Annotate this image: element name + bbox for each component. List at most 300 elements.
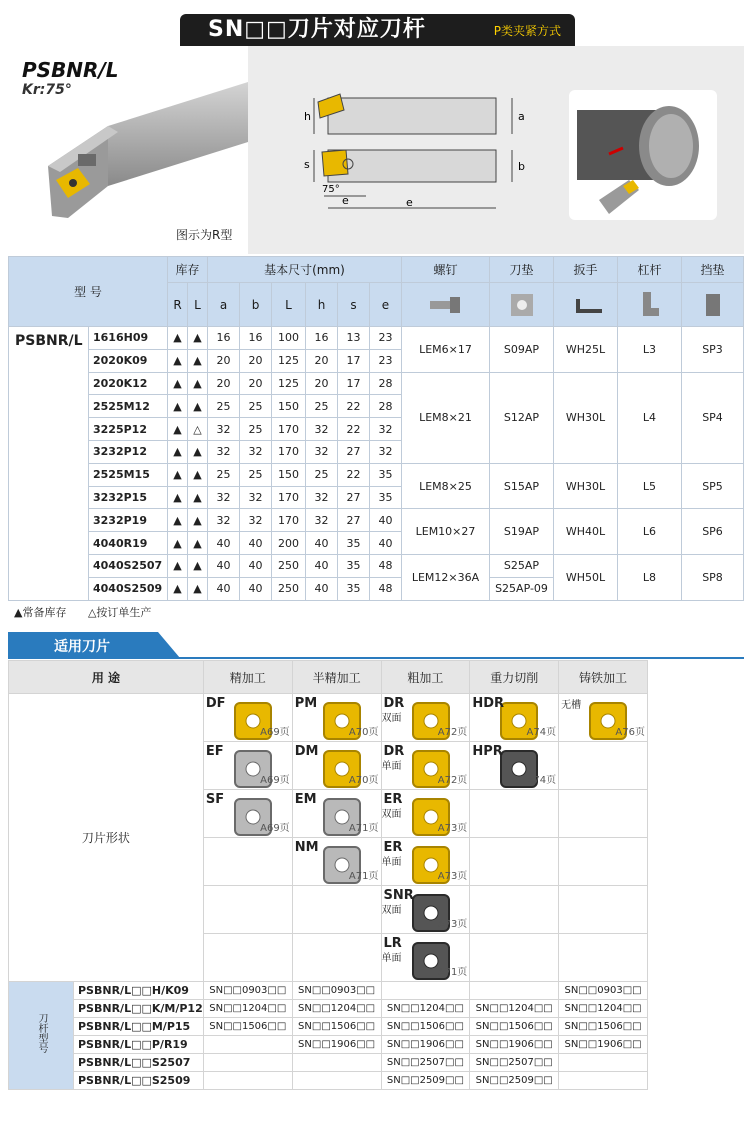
model-code: 2020K09 <box>89 349 168 372</box>
spec-cell: 32 <box>370 440 402 463</box>
col-dims: 基本尺寸(mm) <box>208 257 402 283</box>
spec-row <box>9 554 744 577</box>
insert-code: DR <box>383 744 405 759</box>
spec-cell: 32 <box>306 509 338 532</box>
holder-name: PSBNR/L□□P/R19 <box>74 1036 204 1054</box>
col-semifinish: 半精加工 <box>292 661 381 694</box>
insert-size <box>559 1054 648 1072</box>
spec-cell: 35 <box>370 486 402 509</box>
insert-sided: 双面 <box>381 713 402 724</box>
spec-cell: 40 <box>240 554 272 577</box>
insert-cell <box>470 742 559 790</box>
spec-table <box>8 256 744 601</box>
spec-cell: ▲ <box>168 327 188 350</box>
spec-cell: ▲ <box>168 349 188 372</box>
spec-cell: 25 <box>240 463 272 486</box>
insert-cell <box>559 886 648 934</box>
spec-cell: 125 <box>272 372 306 395</box>
insert-cell <box>203 790 292 838</box>
insert-code: PM <box>294 696 318 711</box>
insert-cell <box>292 934 381 982</box>
spec-cell: 22 <box>338 418 370 441</box>
shim-value: S19AP <box>490 509 554 555</box>
insert-cell <box>470 886 559 934</box>
holder-row <box>9 982 648 1000</box>
insert-cell <box>381 934 470 982</box>
insert-size: SN□□1506□□ <box>559 1018 648 1036</box>
insert-code: SF <box>205 792 225 807</box>
insert-shape-row <box>9 694 648 742</box>
insert-size <box>470 982 559 1000</box>
spec-cell: 27 <box>338 440 370 463</box>
screw-value: LEM8×21 <box>402 372 490 463</box>
spec-cell: 20 <box>240 372 272 395</box>
clamp-type-label: P类夹紧方式 <box>493 24 561 38</box>
spec-cell: △ <box>188 418 208 441</box>
wrench-value: WH30L <box>554 372 618 463</box>
spec-cell: 17 <box>338 349 370 372</box>
inserts-title-text: 适用刀片 <box>54 639 110 655</box>
page-ref[interactable]: A71页 <box>348 823 379 834</box>
model-group: PSBNR/L <box>9 327 89 601</box>
spec-cell: ▲ <box>188 372 208 395</box>
spec-cell: 20 <box>306 372 338 395</box>
stop-value: SP5 <box>682 463 744 509</box>
spec-cell: 25 <box>240 395 272 418</box>
page-ref[interactable]: A73页 <box>437 871 468 882</box>
insert-cell <box>292 742 381 790</box>
insert-cell <box>292 790 381 838</box>
shim-value-alt: S25AP-09 <box>490 577 554 600</box>
spec-cell: 28 <box>370 372 402 395</box>
spec-cell: 48 <box>370 554 402 577</box>
insert-size <box>292 1072 381 1090</box>
spec-cell: 250 <box>272 554 306 577</box>
spec-cell: 23 <box>370 349 402 372</box>
spec-cell: 150 <box>272 463 306 486</box>
model-code: 1616H09 <box>89 327 168 350</box>
insert-size: SN□□0903□□ <box>559 982 648 1000</box>
spec-cell: 32 <box>240 440 272 463</box>
lever-value: L8 <box>618 554 682 600</box>
approach-angle: Kr:75° <box>22 82 72 98</box>
holder-product-image <box>8 46 248 254</box>
spec-cell: 200 <box>272 532 306 555</box>
insert-cell <box>470 934 559 982</box>
spec-cell: 40 <box>240 577 272 600</box>
screw-value: LEM12×36A <box>402 554 490 600</box>
stop-value: SP8 <box>682 554 744 600</box>
page-ref[interactable]: A69页 <box>260 775 290 786</box>
col-castiron: 铸铁加工 <box>559 661 648 694</box>
spec-cell: ▲ <box>168 418 188 441</box>
insert-size: SN□□1906□□ <box>381 1036 470 1054</box>
insert-size: SN□□2509□□ <box>470 1072 559 1090</box>
page-ref[interactable]: A74页 <box>526 775 557 786</box>
insert-code: EF <box>205 744 224 759</box>
insert-size: SN□□1506□□ <box>470 1018 559 1036</box>
insert-code: 无槽 <box>561 700 582 711</box>
insert-sided: 双面 <box>381 809 402 820</box>
insert-code: SNR <box>383 888 414 903</box>
insert-cell <box>381 694 470 742</box>
insert-code: DF <box>205 696 226 711</box>
col-heavy: 重力切削 <box>470 661 559 694</box>
spec-cell: 48 <box>370 577 402 600</box>
spec-cell: 22 <box>338 463 370 486</box>
spec-cell: 40 <box>370 532 402 555</box>
legend-order: △按订单生产 <box>87 606 152 619</box>
insert-cell <box>203 886 292 934</box>
spec-cell: 16 <box>208 327 240 350</box>
wrench-icon <box>554 283 618 327</box>
title-bar <box>180 14 575 46</box>
sub-b: b <box>240 283 272 327</box>
col-rough: 粗加工 <box>381 661 470 694</box>
insert-size: SN□□0903□□ <box>292 982 381 1000</box>
insert-size <box>381 982 470 1000</box>
spec-row <box>9 463 744 486</box>
page-ref[interactable]: A72页 <box>437 727 468 738</box>
spec-cell: 27 <box>338 486 370 509</box>
machining-photo <box>569 90 717 220</box>
spec-cell: 40 <box>306 554 338 577</box>
insert-cell <box>381 790 470 838</box>
spec-cell: 17 <box>338 372 370 395</box>
spec-cell: 40 <box>208 554 240 577</box>
insert-size: SN□□1906□□ <box>470 1036 559 1054</box>
spec-cell: 40 <box>208 532 240 555</box>
insert-size: SN□□2507□□ <box>381 1054 470 1072</box>
spec-cell: 40 <box>306 532 338 555</box>
page-ref[interactable]: A71页 <box>437 967 468 978</box>
holder-illustration-panel <box>8 46 744 254</box>
spec-cell: 25 <box>208 463 240 486</box>
insert-size: SN□□1906□□ <box>559 1036 648 1054</box>
model-code: 2525M15 <box>89 463 168 486</box>
dim-angle: 75° <box>322 184 340 195</box>
holder-row <box>9 1018 648 1036</box>
insert-size: SN□□1204□□ <box>203 1000 292 1018</box>
model-code: 3232P15 <box>89 486 168 509</box>
section-divider <box>8 657 744 659</box>
spec-cell: 32 <box>240 486 272 509</box>
spec-cell: ▲ <box>188 509 208 532</box>
spec-cell: 20 <box>208 349 240 372</box>
insert-size <box>203 1036 292 1054</box>
holder-row <box>9 1072 648 1090</box>
holder-name: PSBNR/L□□S2507 <box>74 1054 204 1072</box>
spec-cell: ▲ <box>188 349 208 372</box>
insert-cell <box>203 838 292 886</box>
insert-code: HPR <box>472 744 503 759</box>
sub-e: e <box>370 283 402 327</box>
insert-size <box>559 1072 648 1090</box>
sub-len: L <box>272 283 306 327</box>
spec-cell: 28 <box>370 395 402 418</box>
spec-cell: 40 <box>306 577 338 600</box>
toolholder-3d-image <box>8 46 248 254</box>
sub-h: h <box>306 283 338 327</box>
spec-cell: ▲ <box>188 486 208 509</box>
spec-cell: 35 <box>370 463 402 486</box>
legend-stock: ▲常备库存 <box>14 606 67 619</box>
model-code: 2525M12 <box>89 395 168 418</box>
col-stock: 库存 <box>168 257 208 283</box>
spec-cell: 23 <box>370 327 402 350</box>
spec-row <box>9 509 744 532</box>
spec-cell: ▲ <box>168 577 188 600</box>
stop-value: SP4 <box>682 372 744 463</box>
insert-cell <box>559 694 648 742</box>
spec-cell: 32 <box>306 418 338 441</box>
insert-code: LR <box>383 936 402 951</box>
holder-model: PSBNR/L <box>22 58 119 82</box>
spec-cell: ▲ <box>168 509 188 532</box>
insert-code: ER <box>383 792 403 807</box>
insert-cell <box>559 790 648 838</box>
spec-cell: 32 <box>208 486 240 509</box>
model-code: 3232P19 <box>89 509 168 532</box>
page-ref[interactable]: A71页 <box>348 871 379 882</box>
spec-cell: ▲ <box>188 327 208 350</box>
spec-cell: 40 <box>208 577 240 600</box>
spec-cell: 170 <box>272 509 306 532</box>
screw-value: LEM10×27 <box>402 509 490 555</box>
insert-size: SN□□2509□□ <box>381 1072 470 1090</box>
insert-cell <box>559 742 648 790</box>
spec-cell: 27 <box>338 509 370 532</box>
insert-sided: 单面 <box>381 857 402 868</box>
page-ref[interactable]: A72页 <box>437 775 468 786</box>
insert-table <box>8 660 648 1090</box>
insert-cell <box>203 934 292 982</box>
spec-cell: ▲ <box>168 395 188 418</box>
spec-row <box>9 372 744 395</box>
insert-size: SN□□2507□□ <box>470 1054 559 1072</box>
wrench-value: WH25L <box>554 327 618 373</box>
insert-size: SN□□1204□□ <box>381 1000 470 1018</box>
spec-cell: 16 <box>240 327 272 350</box>
model-code: 2020K12 <box>89 372 168 395</box>
screw-value: LEM6×17 <box>402 327 490 373</box>
insert-size: SN□□1506□□ <box>203 1018 292 1036</box>
screw-icon <box>402 283 490 327</box>
spec-cell: 13 <box>338 327 370 350</box>
insert-code: DM <box>294 744 319 759</box>
insert-size: SN□□1506□□ <box>381 1018 470 1036</box>
spec-cell: ▲ <box>168 440 188 463</box>
col-shim: 刀垫 <box>490 257 554 283</box>
page-ref[interactable]: A70页 <box>348 775 379 786</box>
insert-size: SN□□1204□□ <box>292 1000 381 1018</box>
shim-value: S09AP <box>490 327 554 373</box>
holder-name: PSBNR/L□□S2509 <box>74 1072 204 1090</box>
spec-cell: 20 <box>240 349 272 372</box>
wrench-value: WH50L <box>554 554 618 600</box>
insert-size <box>292 1054 381 1072</box>
insert-cell <box>203 694 292 742</box>
insert-cell <box>292 838 381 886</box>
insert-size: SN□□1506□□ <box>292 1018 381 1036</box>
holder-label-text: 刀杆型号 <box>36 1012 47 1053</box>
spec-cell: 32 <box>208 440 240 463</box>
spec-cell: ▲ <box>168 486 188 509</box>
spec-cell: 40 <box>370 509 402 532</box>
spec-cell: 40 <box>240 532 272 555</box>
screw-value: LEM8×25 <box>402 463 490 509</box>
insert-size: SN□□1204□□ <box>559 1000 648 1018</box>
spec-cell: 32 <box>370 418 402 441</box>
spec-cell: 35 <box>338 554 370 577</box>
insert-size: SN□□0903□□ <box>203 982 292 1000</box>
col-stop: 挡垫 <box>682 257 744 283</box>
spec-cell: 170 <box>272 418 306 441</box>
stop-value: SP6 <box>682 509 744 555</box>
shim-value: S15AP <box>490 463 554 509</box>
sub-s: s <box>338 283 370 327</box>
page-ref[interactable]: A73页 <box>437 823 468 834</box>
wrench-value: WH30L <box>554 463 618 509</box>
insert-cell <box>470 838 559 886</box>
dim-h: h <box>304 110 311 123</box>
col-wrench: 扳手 <box>554 257 618 283</box>
insert-code: NM <box>294 840 319 855</box>
page-ref[interactable]: A70页 <box>348 727 379 738</box>
spec-cell: ▲ <box>168 532 188 555</box>
stop-value: SP3 <box>682 327 744 373</box>
wrench-value: WH40L <box>554 509 618 555</box>
insert-code: DR <box>383 696 405 711</box>
spec-cell: 100 <box>272 327 306 350</box>
spec-cell: ▲ <box>168 554 188 577</box>
page-ref[interactable]: A69页 <box>260 823 290 834</box>
spec-cell: 25 <box>306 463 338 486</box>
dim-b: b <box>518 160 525 173</box>
inserts-section-title <box>8 632 180 658</box>
spec-cell: 22 <box>338 395 370 418</box>
spec-cell: 150 <box>272 395 306 418</box>
dim-s: s <box>304 158 310 171</box>
insert-sided: 单面 <box>381 953 402 964</box>
spec-cell: 35 <box>338 577 370 600</box>
holder-type-label <box>9 982 74 1090</box>
page-ref[interactable]: A69页 <box>260 727 290 738</box>
insert-size: SN□□1204□□ <box>470 1000 559 1018</box>
spec-cell: 32 <box>240 509 272 532</box>
spec-cell: 32 <box>306 486 338 509</box>
holder-row <box>9 1036 648 1054</box>
spec-cell: ▲ <box>188 440 208 463</box>
model-code: 4040S2509 <box>89 577 168 600</box>
model-code: 4040R19 <box>89 532 168 555</box>
insert-cell <box>203 742 292 790</box>
insert-cell <box>470 790 559 838</box>
page-ref[interactable]: A74页 <box>526 727 557 738</box>
insert-cell <box>381 838 470 886</box>
spec-cell: 20 <box>306 349 338 372</box>
col-lever: 杠杆 <box>618 257 682 283</box>
spec-row <box>9 327 744 350</box>
holder-row <box>9 1000 648 1018</box>
spec-cell: ▲ <box>188 554 208 577</box>
col-finish: 精加工 <box>203 661 292 694</box>
spec-cell: ▲ <box>168 372 188 395</box>
lever-value: L3 <box>618 327 682 373</box>
col-screw: 螺钉 <box>402 257 490 283</box>
spec-cell: ▲ <box>188 532 208 555</box>
insert-size <box>203 1054 292 1072</box>
shim-icon <box>490 283 554 327</box>
shape-label: 刀片形状 <box>9 694 204 982</box>
insert-cell <box>292 694 381 742</box>
spec-cell: ▲ <box>188 463 208 486</box>
sub-r: R <box>168 283 188 327</box>
spec-cell: 170 <box>272 486 306 509</box>
page-ref[interactable]: A73页 <box>437 919 468 930</box>
insert-sided: 单面 <box>381 761 402 772</box>
lever-value: L4 <box>618 372 682 463</box>
spec-cell: ▲ <box>188 577 208 600</box>
spec-cell: 25 <box>208 395 240 418</box>
spec-cell: 170 <box>272 440 306 463</box>
dim-e1: e <box>342 194 349 207</box>
holder-name: PSBNR/L□□H/K09 <box>74 982 204 1000</box>
insert-size: SN□□1906□□ <box>292 1036 381 1054</box>
insert-code: EM <box>294 792 317 807</box>
spec-cell: 16 <box>306 327 338 350</box>
insert-code: ER <box>383 840 403 855</box>
dim-a: a <box>518 110 525 123</box>
spec-cell: 32 <box>306 440 338 463</box>
holder-row <box>9 1054 648 1072</box>
spec-cell: 32 <box>208 509 240 532</box>
spec-cell: 20 <box>208 372 240 395</box>
insert-cell <box>559 934 648 982</box>
page-title: SN□□刀片对应刀杆 <box>208 17 426 42</box>
dim-e2: e <box>406 196 413 209</box>
insert-sided: 双面 <box>381 905 402 916</box>
page-ref[interactable]: A76页 <box>615 727 645 738</box>
insert-cell <box>559 838 648 886</box>
stop-icon <box>682 283 744 327</box>
dimension-drawing <box>288 74 558 254</box>
insert-cell <box>292 886 381 934</box>
shim-value: S25AP <box>490 554 554 577</box>
insert-cell <box>381 886 470 934</box>
spec-cell: 32 <box>208 418 240 441</box>
spec-cell: 125 <box>272 349 306 372</box>
spec-cell: ▲ <box>188 395 208 418</box>
shim-value: S12AP <box>490 372 554 463</box>
insert-size <box>203 1072 292 1090</box>
model-code: 3232P12 <box>89 440 168 463</box>
model-code: 3225P12 <box>89 418 168 441</box>
lever-value: L6 <box>618 509 682 555</box>
spec-cell: 35 <box>338 532 370 555</box>
lever-icon <box>618 283 682 327</box>
stock-legend <box>14 604 169 620</box>
lever-value: L5 <box>618 463 682 509</box>
model-code: 4040S2507 <box>89 554 168 577</box>
spec-cell: 25 <box>306 395 338 418</box>
spec-cell: ▲ <box>168 463 188 486</box>
spec-cell: 250 <box>272 577 306 600</box>
holder-name: PSBNR/L□□M/P15 <box>74 1018 204 1036</box>
col-model: 型 号 <box>9 257 168 327</box>
insert-code: HDR <box>472 696 504 711</box>
sub-a: a <box>208 283 240 327</box>
